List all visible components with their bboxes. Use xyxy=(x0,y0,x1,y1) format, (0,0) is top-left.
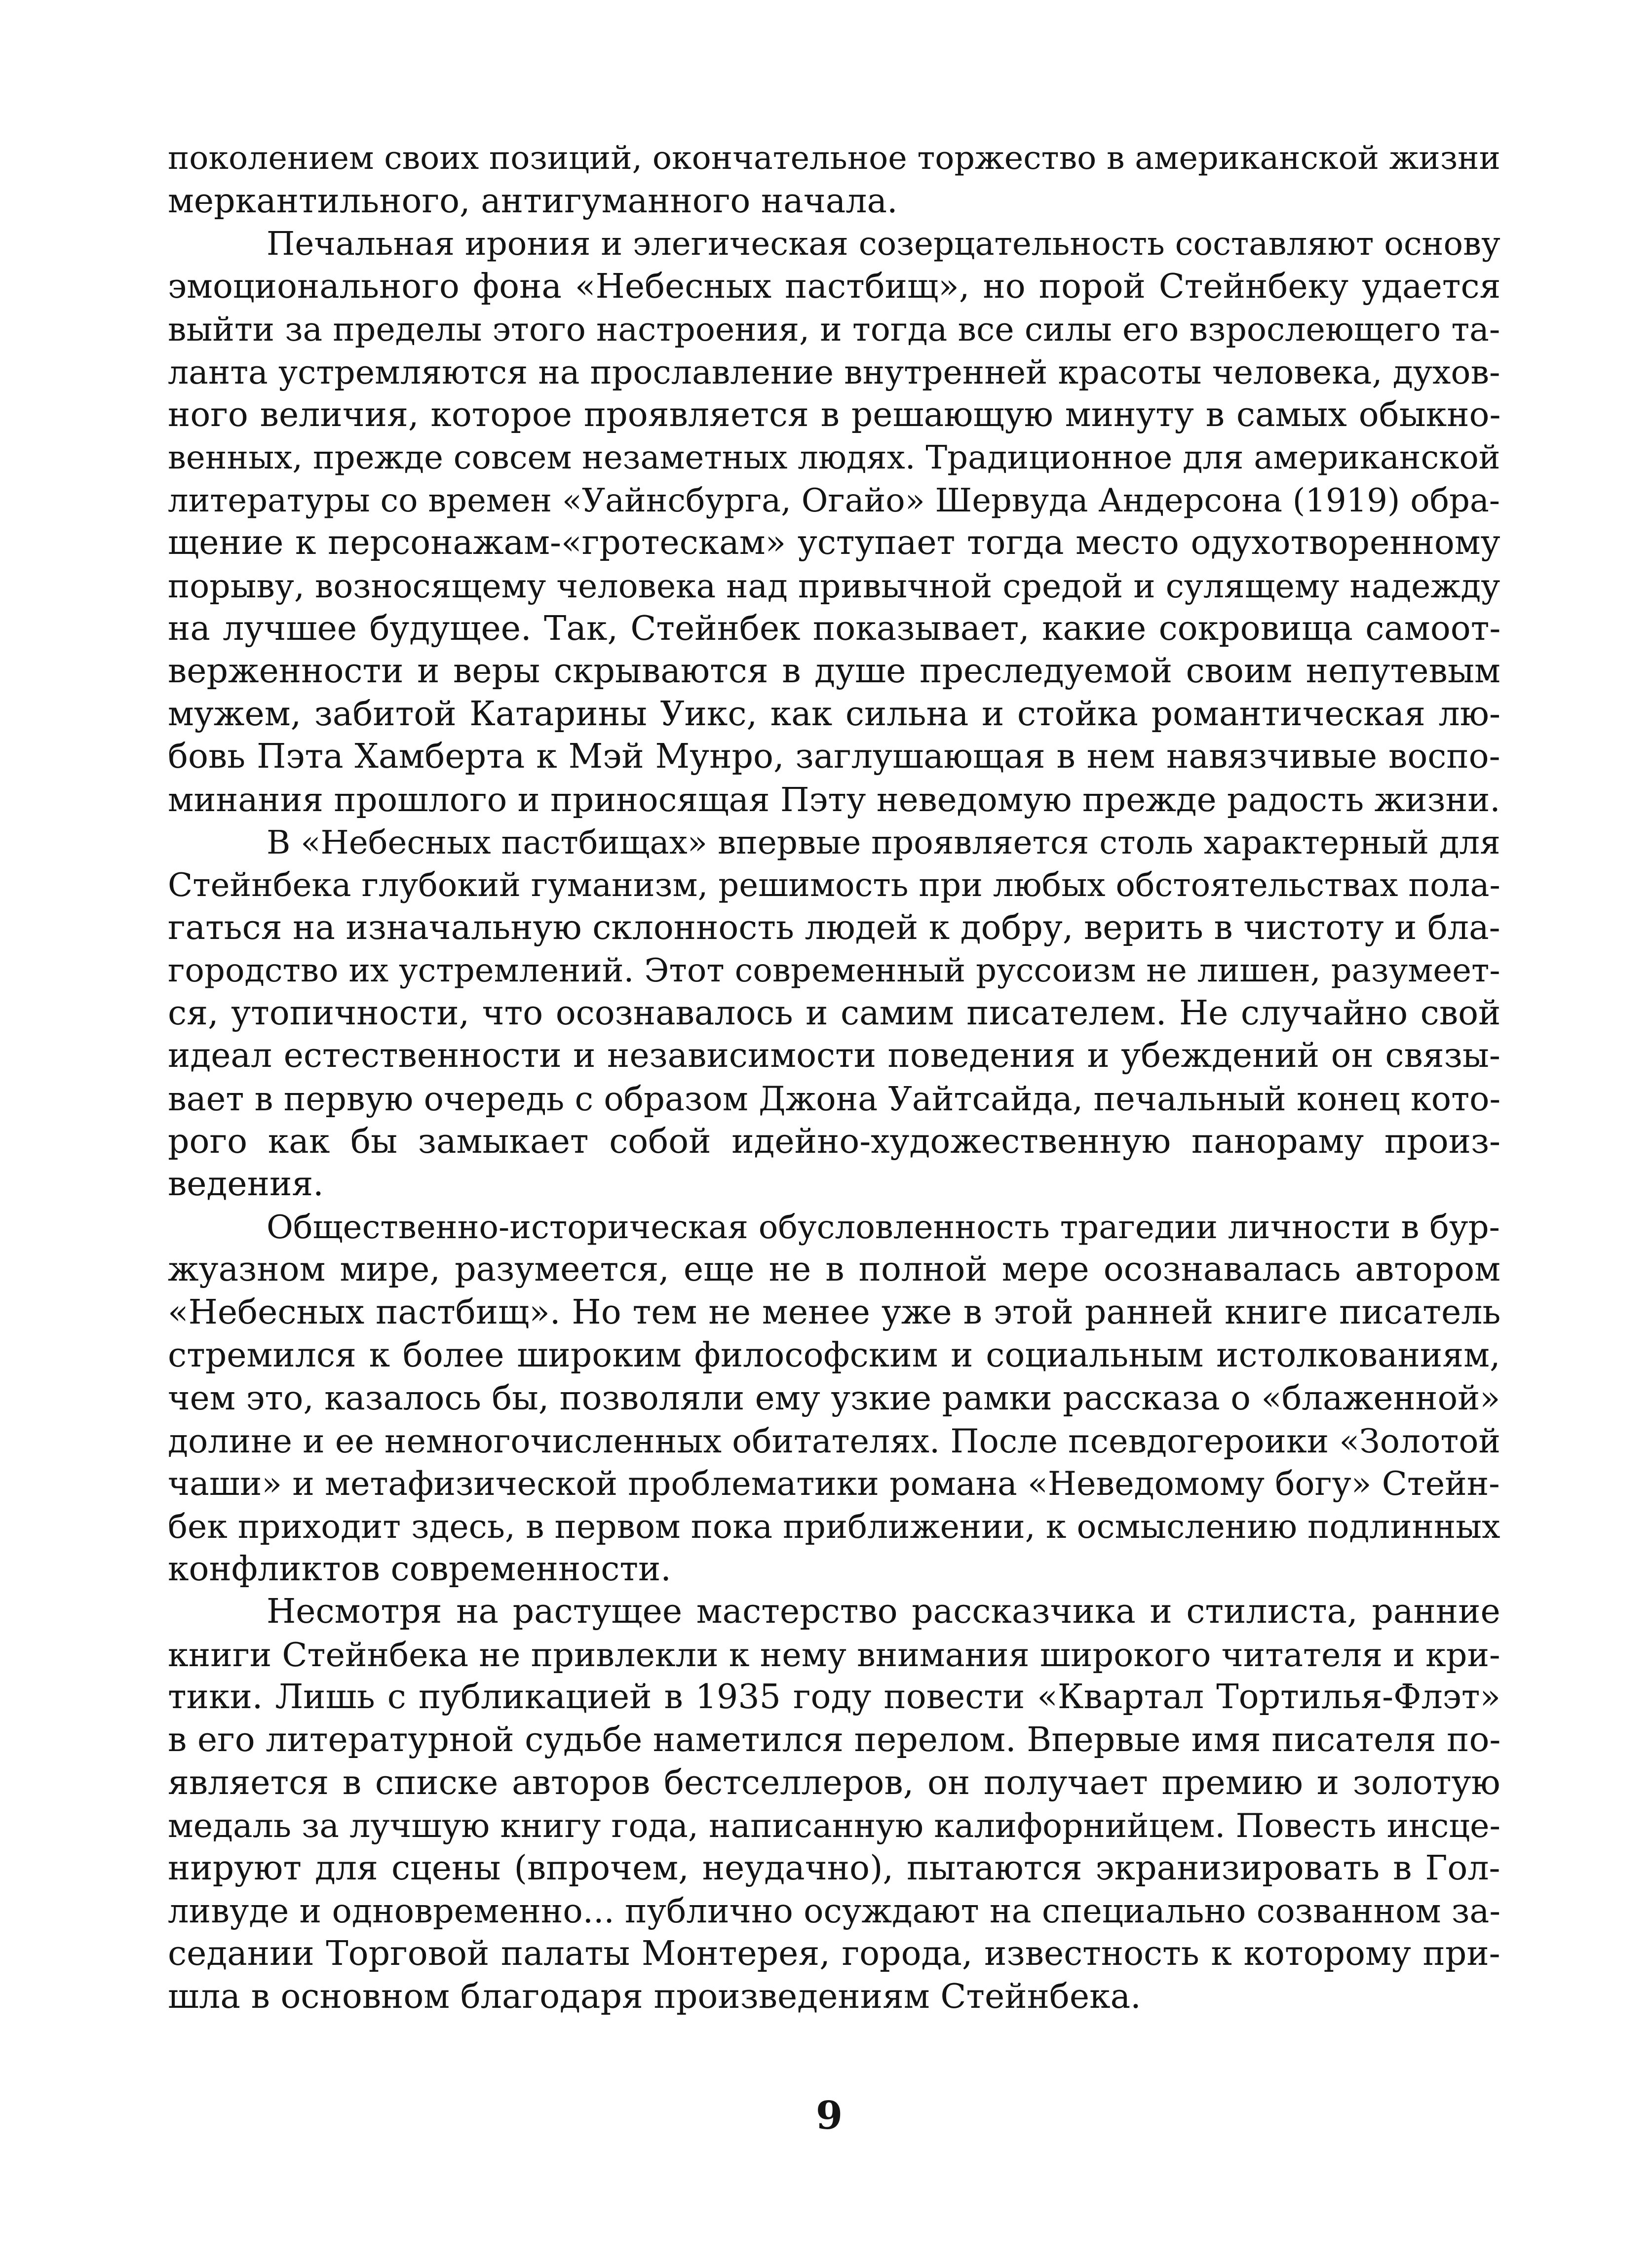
text-line: меркантильного, антигуманного начала. xyxy=(168,181,898,221)
text-line: «Небесных пастбищ». Но тем не менее уже в этой ранней книге писатель xyxy=(168,1293,1501,1332)
text-line: рого как бы замыкает собой идейно-художественную панораму произ- xyxy=(168,1122,1501,1161)
text-line: Общественно-историческая обусловленность трагедии личности в бур- xyxy=(267,1208,1500,1246)
text-line: ся, утопичности, что осознавалось и самим писателем. Не случайно свой xyxy=(168,993,1501,1033)
paragraph xyxy=(168,1206,1500,1591)
text-line: верженности и веры скрываются в душе преследуемой своим непутевым xyxy=(168,652,1500,691)
body-text xyxy=(168,137,1500,2018)
text-line: минания прошлого и приносящая Пэту неведомую прежде радость жизни. xyxy=(168,780,1500,819)
text-line: гаться на изначальную склонность людей к добру, верить в чистоту и бла- xyxy=(168,908,1500,947)
text-line: В «Небесных пастбищах» впервые проявляется столь характерный для xyxy=(267,823,1500,861)
text-line: ланта устремляются на прославление внутренней красоты человека, духов- xyxy=(168,352,1500,391)
text-line: Несмотря на растущее мастерство рассказчика и стилиста, ранние xyxy=(267,1592,1500,1632)
text-line: идеал естественности и независимости поведения и убеждений он связы- xyxy=(168,1036,1500,1076)
text-line: бовь Пэта Хамберта к Мэй Мунро, заглушающая в нем навязчивые воспо- xyxy=(168,737,1500,777)
text-line: литературы со времен «Уайнсбурга, Огайо» Шервуда Андерсона (1919) обра- xyxy=(168,481,1500,519)
text-line: является в списке авторов бестселлеров, он получает премию и золотую xyxy=(168,1763,1500,1802)
text-line: конфликтов современности. xyxy=(168,1549,671,1589)
text-line: порыву, возносящему человека над привычной средой и сулящему надежду xyxy=(168,566,1500,605)
text-line: медаль за лучшую книгу года, написанную калифорнийцем. Повесть инсце- xyxy=(168,1806,1500,1845)
text-line: тики. Лишь с публикацией в 1935 году повести «Квартал Тортилья-Флэт» xyxy=(168,1678,1501,1717)
text-line: книги Стейнбека не привлекли к нему внимания широкого читателя и кри- xyxy=(168,1635,1500,1674)
text-line: чаши» и метафизической проблематики романа «Неведомому богу» Стейн- xyxy=(168,1464,1500,1503)
text-line: седании Торговой палаты Монтерея, города, известность к которому при- xyxy=(168,1934,1500,1973)
text-line: поколением своих позиций, окончательное торжество в американской жизни xyxy=(168,140,1500,177)
text-line: долине и ее немногочисленных обитателях. После псевдогероики «Золотой xyxy=(168,1421,1500,1460)
paragraph xyxy=(168,137,1500,223)
text-line: венных, прежде совсем незаметных людях. Традиционное для американской xyxy=(168,439,1500,477)
paragraph xyxy=(168,223,1500,821)
text-line: стремился к более широким философским и социальным истолкованиям, xyxy=(168,1335,1500,1375)
text-line: ного величия, которое проявляется в решающую минуту в самых обыкно- xyxy=(168,395,1501,434)
text-line: ведения. xyxy=(168,1165,324,1204)
text-line: бек приходит здесь, в первом пока приближении, к осмыслению подлинных xyxy=(168,1507,1500,1546)
paragraph xyxy=(168,821,1500,1206)
text-line: жуазном мире, разумеется, еще не в полной мере осознавалась автором xyxy=(168,1250,1501,1289)
text-line: нируют для сцены (впрочем, неудачно), пытаются экранизировать в Гол- xyxy=(168,1848,1500,1888)
text-line: чем это, казалось бы, позволяли ему узкие рамки рассказа о «блаженной» xyxy=(168,1378,1500,1418)
paragraph xyxy=(168,1591,1500,2018)
text-line: Стейнбека глубокий гуманизм, решимость при любых обстоятельствах пола- xyxy=(168,866,1500,904)
text-line: в его литературной судьбе наметился перелом. Впервые имя писателя по- xyxy=(168,1720,1501,1759)
text-line: мужем, забитой Катарины Уикс, как сильна и стойка романтическая лю- xyxy=(168,694,1500,734)
text-line: ливуде и одновременно... публично осуждают на специально созванном за- xyxy=(168,1892,1500,1931)
text-line: на лучшее будущее. Так, Стейнбек показывает, какие сокровища самоот- xyxy=(168,609,1501,648)
text-line: щение к персонажам-«гротескам» уступает тогда место одухотворенному xyxy=(168,523,1500,563)
page-number: 9 xyxy=(815,2093,843,2138)
text-line: выйти за пределы этого настроения, и тогда все силы его взрослеющего та- xyxy=(168,310,1500,349)
text-line: вает в первую очередь с образом Джона Уайтсайда, печальный конец кото- xyxy=(168,1080,1501,1119)
text-line: городство их устремлений. Этот современный руссоизм не лишен, разумеет- xyxy=(168,952,1500,990)
text-line: шла в основном благодаря произведениям Стейнбека. xyxy=(168,1977,1141,2016)
text-line: Печальная ирония и элегическая созерцательность составляют основу xyxy=(267,225,1500,263)
text-line: эмоционального фона «Небесных пастбищ», но порой Стейнбеку удается xyxy=(168,267,1501,306)
